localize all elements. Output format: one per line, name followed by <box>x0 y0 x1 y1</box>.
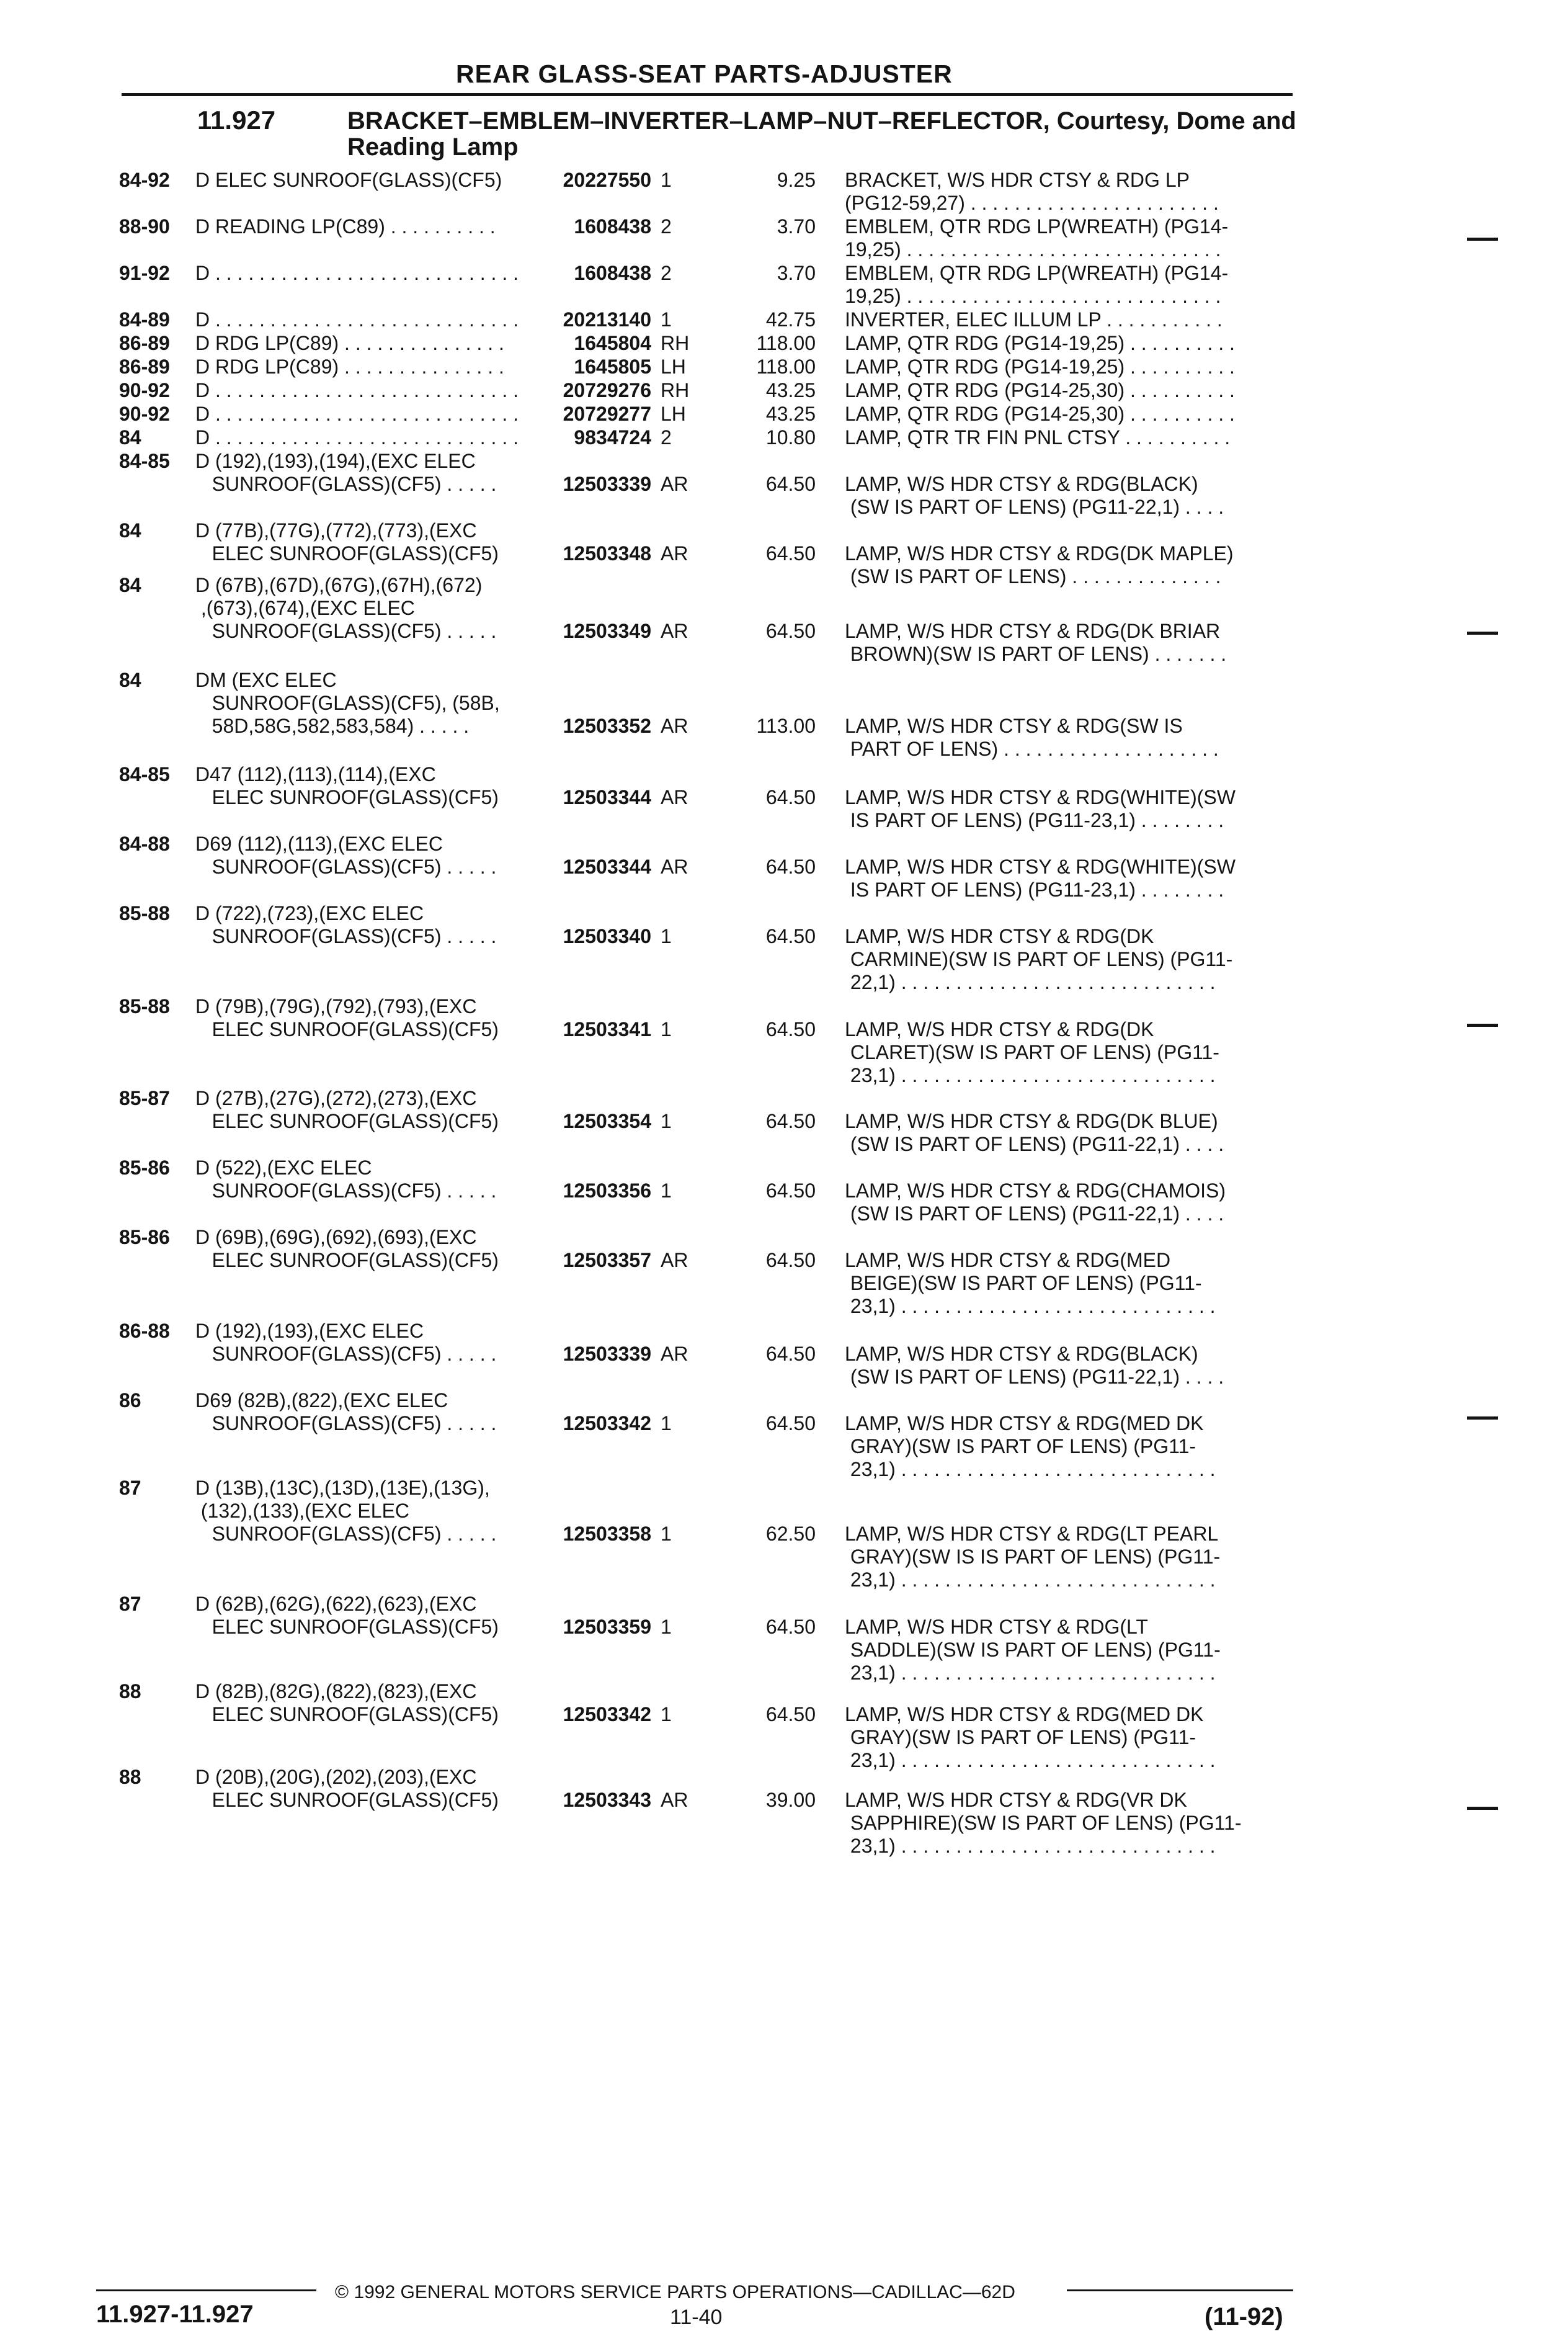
model-years: 84-89 <box>119 308 170 331</box>
price: 64.50 <box>765 620 816 642</box>
part-number: 12503359 <box>563 1616 651 1638</box>
price: 113.00 <box>756 715 816 737</box>
quantity: AR <box>661 1789 688 1811</box>
part-name: 23,1) . . . . . . . . . . . . . . . . . . . . . . . . . . . . . <box>845 1458 1216 1480</box>
usage-description: ELEC SUNROOF(GLASS)(CF5) <box>195 1018 499 1040</box>
part-name: PART OF LENS) . . . . . . . . . . . . . . . . . . . . <box>845 738 1219 760</box>
price: 64.50 <box>765 1412 816 1434</box>
model-years: 85-86 <box>119 1157 170 1179</box>
part-name: LAMP, W/S HDR CTSY & RDG(MED DK <box>845 1703 1204 1725</box>
usage-description: ,(673),(674),(EXC ELEC <box>195 597 415 619</box>
usage-description: D69 (82B),(822),(EXC ELEC <box>195 1389 448 1412</box>
part-name: LAMP, QTR TR FIN PNL CTSY . . . . . . . . . . <box>845 426 1231 449</box>
quantity: 1 <box>661 308 672 331</box>
price: 64.50 <box>765 473 816 495</box>
price: 64.50 <box>765 1179 816 1202</box>
usage-description: D (27B),(27G),(272),(273),(EXC <box>195 1087 477 1109</box>
price: 9.25 <box>777 169 816 191</box>
model-years: 87 <box>119 1477 141 1499</box>
model-years: 88 <box>119 1680 141 1702</box>
footer-rule-left <box>96 2289 316 2291</box>
usage-description: D69 (112),(113),(EXC ELEC <box>195 833 443 855</box>
part-name: 23,1) . . . . . . . . . . . . . . . . . . . . . . . . . . . . . <box>845 1749 1216 1771</box>
quantity: AR <box>661 473 688 495</box>
part-name: 19,25) . . . . . . . . . . . . . . . . . . . . . . . . . . . . . <box>845 285 1221 307</box>
quantity: 1 <box>661 1179 672 1202</box>
part-number: 12503339 <box>563 1343 651 1365</box>
part-name: LAMP, W/S HDR CTSY & RDG(LT PEARL <box>845 1523 1219 1545</box>
model-years: 84-85 <box>119 763 170 785</box>
part-name: INVERTER, ELEC ILLUM LP . . . . . . . . . . . <box>845 308 1223 331</box>
quantity: AR <box>661 1249 688 1271</box>
part-number: 12503354 <box>563 1110 651 1132</box>
part-number: 20213140 <box>563 308 651 331</box>
usage-description: D (77B),(77G),(772),(773),(EXC <box>195 519 477 542</box>
usage-description: (132),(133),(EXC ELEC <box>195 1500 410 1522</box>
price: 64.50 <box>765 1018 816 1040</box>
usage-description: D . . . . . . . . . . . . . . . . . . . . . . . . . . . . <box>195 308 519 331</box>
part-name: (SW IS PART OF LENS) (PG11-22,1) . . . . <box>845 1133 1224 1155</box>
part-name: LAMP, W/S HDR CTSY & RDG(BLACK) <box>845 1343 1198 1365</box>
part-name: EMBLEM, QTR RDG LP(WREATH) (PG14- <box>845 215 1229 238</box>
part-number: 1608438 <box>574 262 651 284</box>
price: 43.25 <box>765 379 816 401</box>
part-name: LAMP, W/S HDR CTSY & RDG(WHITE)(SW <box>845 786 1236 808</box>
part-name: BRACKET, W/S HDR CTSY & RDG LP <box>845 169 1190 191</box>
usage-description: ELEC SUNROOF(GLASS)(CF5) <box>195 1110 499 1132</box>
running-title: REAR GLASS-SEAT PARTS-ADJUSTER <box>456 60 953 88</box>
part-name: LAMP, W/S HDR CTSY & RDG(WHITE)(SW <box>845 856 1236 878</box>
part-name: (SW IS PART OF LENS) (PG11-22,1) . . . . <box>845 1202 1224 1225</box>
part-name: 23,1) . . . . . . . . . . . . . . . . . . . . . . . . . . . . . <box>845 1568 1216 1591</box>
footer-page-number: 11-40 <box>670 2306 723 2329</box>
price: 64.50 <box>765 786 816 808</box>
price: 39.00 <box>765 1789 816 1811</box>
edge-mark <box>1467 632 1498 635</box>
part-name: CLARET)(SW IS PART OF LENS) (PG11- <box>845 1041 1219 1063</box>
quantity: AR <box>661 620 688 642</box>
part-name: SAPPHIRE)(SW IS PART OF LENS) (PG11- <box>845 1812 1242 1834</box>
usage-description: D ELEC SUNROOF(GLASS)(CF5) <box>195 169 502 191</box>
part-name: (SW IS PART OF LENS) (PG11-22,1) . . . . <box>845 1366 1224 1388</box>
quantity: LH <box>661 403 686 425</box>
part-number: 12503352 <box>563 715 651 737</box>
quantity: RH <box>661 379 690 401</box>
usage-description: D (192),(193),(EXC ELEC <box>195 1320 424 1342</box>
part-number: 20729276 <box>563 379 651 401</box>
part-name: LAMP, W/S HDR CTSY & RDG(DK <box>845 1018 1154 1040</box>
usage-description: ELEC SUNROOF(GLASS)(CF5) <box>195 786 499 808</box>
usage-description: SUNROOF(GLASS)(CF5) . . . . . <box>195 1523 497 1545</box>
quantity: 1 <box>661 1110 672 1132</box>
part-name: LAMP, W/S HDR CTSY & RDG(SW IS <box>845 715 1183 737</box>
usage-description: D READING LP(C89) . . . . . . . . . . <box>195 215 496 238</box>
footer-rule-right <box>1067 2289 1293 2291</box>
quantity: 2 <box>661 215 672 238</box>
quantity: AR <box>661 1343 688 1365</box>
part-name: EMBLEM, QTR RDG LP(WREATH) (PG14- <box>845 262 1229 284</box>
usage-description: SUNROOF(GLASS)(CF5), (58B, <box>195 692 500 714</box>
quantity: AR <box>661 786 688 808</box>
model-years: 86-89 <box>119 356 170 378</box>
edge-mark <box>1467 238 1498 241</box>
model-years: 87 <box>119 1593 141 1615</box>
usage-description: D . . . . . . . . . . . . . . . . . . . . . . . . . . . . <box>195 426 519 449</box>
part-number: 12503342 <box>563 1412 651 1434</box>
part-number: 12503342 <box>563 1703 651 1725</box>
part-number: 20227550 <box>563 169 651 191</box>
part-name: LAMP, W/S HDR CTSY & RDG(VR DK <box>845 1789 1187 1811</box>
price: 64.50 <box>765 856 816 878</box>
usage-description: DM (EXC ELEC <box>195 669 337 691</box>
model-years: 84 <box>119 669 141 691</box>
price: 64.50 <box>765 1343 816 1365</box>
model-years: 85-86 <box>119 1226 170 1248</box>
price: 118.00 <box>756 356 816 378</box>
part-name: 23,1) . . . . . . . . . . . . . . . . . . . . . . . . . . . . . <box>845 1662 1216 1684</box>
edge-mark <box>1467 1416 1498 1420</box>
price: 43.25 <box>765 403 816 425</box>
footer-range: 11.927-11.927 <box>96 2301 254 2328</box>
part-name: 23,1) . . . . . . . . . . . . . . . . . . . . . . . . . . . . . <box>845 1835 1216 1857</box>
usage-description: SUNROOF(GLASS)(CF5) . . . . . <box>195 473 497 495</box>
part-name: (PG12-59,27) . . . . . . . . . . . . . . . . . . . . . . . <box>845 192 1219 214</box>
price: 64.50 <box>765 542 816 565</box>
part-name: LAMP, W/S HDR CTSY & RDG(MED <box>845 1249 1171 1271</box>
part-name: BEIGE)(SW IS PART OF LENS) (PG11- <box>845 1272 1202 1294</box>
part-name: (SW IS PART OF LENS) (PG11-22,1) . . . . <box>845 496 1224 518</box>
model-years: 86-89 <box>119 332 170 354</box>
part-number: 12503358 <box>563 1523 651 1545</box>
price: 62.50 <box>765 1523 816 1545</box>
usage-description: D (67B),(67D),(67G),(67H),(672) <box>195 574 483 596</box>
part-number: 1645804 <box>574 332 651 354</box>
part-name: LAMP, W/S HDR CTSY & RDG(MED DK <box>845 1412 1204 1434</box>
part-number: 1608438 <box>574 215 651 238</box>
usage-description: D (79B),(79G),(792),(793),(EXC <box>195 995 477 1018</box>
part-name: GRAY)(SW IS IS PART OF LENS) (PG11- <box>845 1546 1221 1568</box>
price: 64.50 <box>765 1249 816 1271</box>
price: 64.50 <box>765 1110 816 1132</box>
quantity: 1 <box>661 1703 672 1725</box>
part-number: 12503343 <box>563 1789 651 1811</box>
part-number: 12503340 <box>563 925 651 947</box>
part-name: 23,1) . . . . . . . . . . . . . . . . . . . . . . . . . . . . . <box>845 1295 1216 1317</box>
part-name: 19,25) . . . . . . . . . . . . . . . . . . . . . . . . . . . . . <box>845 238 1221 261</box>
model-years: 85-88 <box>119 995 170 1018</box>
usage-description: D RDG LP(C89) . . . . . . . . . . . . . . . <box>195 356 504 378</box>
part-name: LAMP, W/S HDR CTSY & RDG(DK BRIAR <box>845 620 1221 642</box>
part-name: LAMP, QTR RDG (PG14-19,25) . . . . . . . . . . <box>845 356 1235 378</box>
part-name: LAMP, QTR RDG (PG14-25,30) . . . . . . . . . . <box>845 379 1235 401</box>
model-years: 86-88 <box>119 1320 170 1342</box>
usage-description: SUNROOF(GLASS)(CF5) . . . . . <box>195 620 497 642</box>
model-years: 88 <box>119 1766 141 1788</box>
quantity: 1 <box>661 169 672 191</box>
usage-description: ELEC SUNROOF(GLASS)(CF5) <box>195 1789 499 1811</box>
part-number: 12503357 <box>563 1249 651 1271</box>
model-years: 84-88 <box>119 833 170 855</box>
quantity: 1 <box>661 925 672 947</box>
model-years: 85-87 <box>119 1087 170 1109</box>
part-number: 9834724 <box>574 426 651 449</box>
part-name: LAMP, W/S HDR CTSY & RDG(LT <box>845 1616 1148 1638</box>
usage-description: D (192),(193),(194),(EXC ELEC <box>195 450 476 472</box>
quantity: 1 <box>661 1523 672 1545</box>
part-name: GRAY)(SW IS PART OF LENS) (PG11- <box>845 1435 1196 1457</box>
usage-description: D . . . . . . . . . . . . . . . . . . . . . . . . . . . . <box>195 262 519 284</box>
model-years: 85-88 <box>119 902 170 924</box>
usage-description: D (13B),(13C),(13D),(13E),(13G), <box>195 1477 490 1499</box>
part-name: LAMP, QTR RDG (PG14-25,30) . . . . . . . . . . <box>845 403 1235 425</box>
usage-description: SUNROOF(GLASS)(CF5) . . . . . <box>195 1179 497 1202</box>
model-years: 90-92 <box>119 403 170 425</box>
usage-description: D (69B),(69G),(692),(693),(EXC <box>195 1226 477 1248</box>
part-name: LAMP, W/S HDR CTSY & RDG(DK BLUE) <box>845 1110 1218 1132</box>
usage-description: SUNROOF(GLASS)(CF5) . . . . . <box>195 856 497 878</box>
part-name: LAMP, W/S HDR CTSY & RDG(DK <box>845 925 1154 947</box>
edge-mark <box>1467 1024 1498 1027</box>
usage-description: D . . . . . . . . . . . . . . . . . . . . . . . . . . . . <box>195 379 519 401</box>
usage-description: ELEC SUNROOF(GLASS)(CF5) <box>195 1249 499 1271</box>
part-name: (SW IS PART OF LENS) . . . . . . . . . . . . . . <box>845 565 1221 588</box>
model-years: 88-90 <box>119 215 170 238</box>
part-number: 12503349 <box>563 620 651 642</box>
part-number: 12503344 <box>563 786 651 808</box>
quantity: AR <box>661 715 688 737</box>
edge-mark <box>1467 1807 1498 1810</box>
usage-description: ELEC SUNROOF(GLASS)(CF5) <box>195 1703 499 1725</box>
section-title: BRACKET–EMBLEM–INVERTER–LAMP–NUT–REFLECTOR, Courtesy, Dome and Reading Lamp <box>347 107 1296 161</box>
part-name: GRAY)(SW IS PART OF LENS) (PG11- <box>845 1726 1196 1748</box>
price: 42.75 <box>765 308 816 331</box>
section-number: 11.927 <box>197 105 276 135</box>
usage-description: D (62B),(62G),(622),(623),(EXC <box>195 1593 477 1615</box>
quantity: 2 <box>661 426 672 449</box>
usage-description: D (20B),(20G),(202),(203),(EXC <box>195 1766 477 1788</box>
price: 118.00 <box>756 332 816 354</box>
quantity: LH <box>661 356 686 378</box>
usage-description: D (82B),(82G),(822),(823),(EXC <box>195 1680 477 1702</box>
part-number: 12503339 <box>563 473 651 495</box>
quantity: AR <box>661 856 688 878</box>
quantity: AR <box>661 542 688 565</box>
part-number: 1645805 <box>574 356 651 378</box>
quantity: RH <box>661 332 690 354</box>
part-name: 23,1) . . . . . . . . . . . . . . . . . . . . . . . . . . . . . <box>845 1064 1216 1086</box>
part-number: 12503341 <box>563 1018 651 1040</box>
part-name: BROWN)(SW IS PART OF LENS) . . . . . . . <box>845 643 1227 665</box>
price: 3.70 <box>777 262 816 284</box>
price: 64.50 <box>765 925 816 947</box>
part-name: SADDLE)(SW IS PART OF LENS) (PG11- <box>845 1639 1221 1661</box>
quantity: 1 <box>661 1412 672 1434</box>
usage-description: SUNROOF(GLASS)(CF5) . . . . . <box>195 925 497 947</box>
part-name: 22,1) . . . . . . . . . . . . . . . . . . . . . . . . . . . . . <box>845 971 1216 993</box>
usage-description: ELEC SUNROOF(GLASS)(CF5) <box>195 542 499 565</box>
model-years: 84 <box>119 426 141 449</box>
usage-description: SUNROOF(GLASS)(CF5) . . . . . <box>195 1412 497 1434</box>
part-name: IS PART OF LENS) (PG11-23,1) . . . . . . . . <box>845 879 1224 901</box>
model-years: 86 <box>119 1389 141 1412</box>
part-name: LAMP, QTR RDG (PG14-19,25) . . . . . . . . . . <box>845 332 1235 354</box>
usage-description: D RDG LP(C89) . . . . . . . . . . . . . . . <box>195 332 504 354</box>
quantity: 2 <box>661 262 672 284</box>
part-number: 20729277 <box>563 403 651 425</box>
part-number: 12503356 <box>563 1179 651 1202</box>
footer-copyright: © 1992 GENERAL MOTORS SERVICE PARTS OPERATIONS—CADILLAC—62D <box>335 2282 1015 2302</box>
usage-description: D47 (112),(113),(114),(EXC <box>195 763 436 785</box>
model-years: 91-92 <box>119 262 170 284</box>
price: 64.50 <box>765 1703 816 1725</box>
quantity: 1 <box>661 1018 672 1040</box>
usage-description: 58D,58G,582,583,584) . . . . . <box>195 715 470 737</box>
footer-date: (11-92) <box>1205 2303 1283 2330</box>
usage-description: D . . . . . . . . . . . . . . . . . . . . . . . . . . . . <box>195 403 519 425</box>
part-number: 12503344 <box>563 856 651 878</box>
price: 64.50 <box>765 1616 816 1638</box>
price: 3.70 <box>777 215 816 238</box>
model-years: 84 <box>119 574 141 596</box>
model-years: 84-92 <box>119 169 170 191</box>
part-name: LAMP, W/S HDR CTSY & RDG(DK MAPLE) <box>845 542 1234 565</box>
usage-description: ELEC SUNROOF(GLASS)(CF5) <box>195 1616 499 1638</box>
part-name: CARMINE)(SW IS PART OF LENS) (PG11- <box>845 948 1233 970</box>
usage-description: D (722),(723),(EXC ELEC <box>195 902 424 924</box>
model-years: 90-92 <box>119 379 170 401</box>
part-name: LAMP, W/S HDR CTSY & RDG(CHAMOIS) <box>845 1179 1226 1202</box>
part-name: IS PART OF LENS) (PG11-23,1) . . . . . . . . <box>845 809 1224 831</box>
part-number: 12503348 <box>563 542 651 565</box>
model-years: 84-85 <box>119 450 170 472</box>
price: 10.80 <box>765 426 816 449</box>
usage-description: SUNROOF(GLASS)(CF5) . . . . . <box>195 1343 497 1365</box>
part-name: LAMP, W/S HDR CTSY & RDG(BLACK) <box>845 473 1198 495</box>
model-years: 84 <box>119 519 141 542</box>
usage-description: D (522),(EXC ELEC <box>195 1157 372 1179</box>
quantity: 1 <box>661 1616 672 1638</box>
